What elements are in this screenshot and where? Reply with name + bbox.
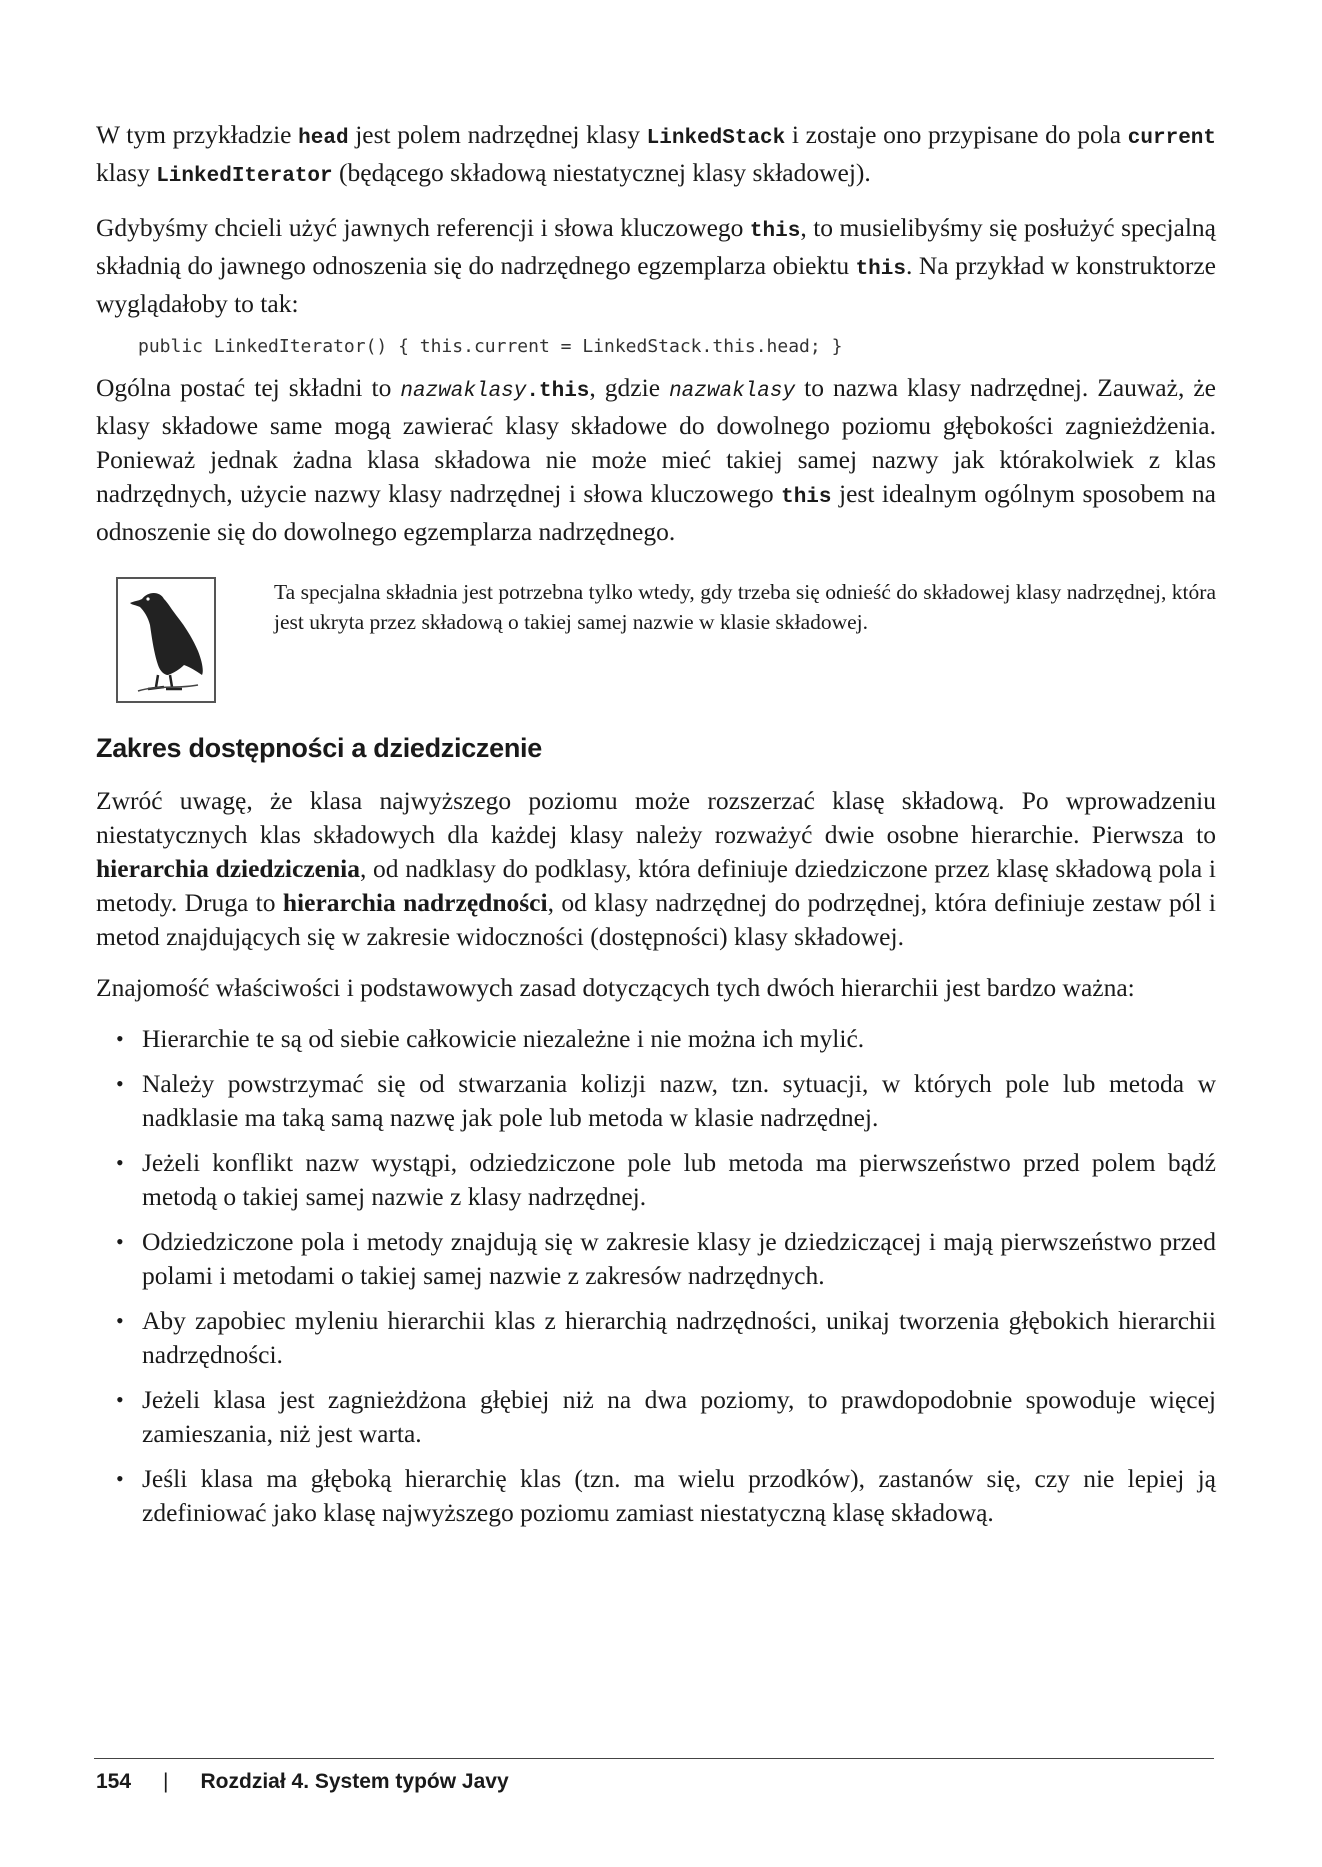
section-heading: Zakres dostępności a dziedziczenie	[96, 733, 542, 763]
paragraph-2	[96, 211, 1216, 321]
text: , od nadklasy do podklasy, która definiuje dziedziczone przez klasę składową pola i metody. Druga to	[96, 854, 1216, 917]
list-item: • Należy powstrzymać się od stwarzania kolizji nazw, tzn. sytuacji, w których pole lub metoda w nadklasie ma taką samą nazwę jak pole lub metoda w klasie nadrzędnej.	[96, 1067, 1216, 1135]
text: jest idealnym ogólnym sposobem na odnoszenie się do dowolnego egzemplarza nadrzędnego.	[96, 479, 1216, 546]
text: , gdzie	[589, 373, 670, 402]
inline-code: this	[749, 220, 801, 243]
text: , od klasy nadrzędnej do podrzędnej, która definiuje zestaw pól i metod znajdujących się w zakresie widoczności (dostępności) klasy składowej.	[96, 888, 1216, 951]
text: to nazwa klasy nadrzędnej. Zauważ, że klasy składowe same mogą zawierać klasy składowe do dowolnego poziomu głębokości zagnieżdżenia. Ponieważ jednak żadna klasa składowa nie może mieć takiej samej nazwy jak którakolwiek z klas nadrzędnych, użycie nazwy klasy nadrzędnej i słowa kluczowego	[96, 373, 1216, 508]
bold-term: hierarchia nadrzędności	[282, 888, 548, 917]
text: jest polem nadrzędnej klasy	[348, 120, 647, 149]
list-item: • Jeżeli klasa jest zagnieżdżona głębiej niż na dwa poziomy, to prawdopodobnie spowoduje więcej zamieszania, niż jest warta.	[96, 1383, 1216, 1451]
note-text: Ta specjalna składnia jest potrzebna tylko wtedy, gdy trzeba się odnieść do składowej klasy nadrzędnej, która jest ukryta przez składową o takiej samej nazwie w klasie składowej.	[274, 580, 1216, 634]
footer-divider	[94, 1758, 1214, 1759]
page-content	[96, 118, 1216, 1541]
page-footer	[96, 1770, 509, 1794]
inline-code: this	[855, 258, 906, 281]
text: Ogólna postać tej składni to	[96, 373, 401, 402]
note-box	[116, 577, 1216, 703]
inline-code: LinkedIterator	[156, 165, 333, 188]
text: . Na przykład w konstruktorze wyglądałoby to tak:	[96, 251, 1216, 318]
paragraph-3	[96, 371, 1216, 549]
list-item: • Jeśli klasa ma głęboką hierarchię klas (tzn. ma wielu przodków), zastanów się, czy nie lepiej ją zdefiniować jako klasę najwyższego poziomu zamiast niestatyczną klasę składową.	[96, 1462, 1216, 1530]
paragraph-5: Znajomość właściwości i podstawowych zasad dotyczących tych dwóch hierarchii jest bardzo ważna:	[96, 973, 1135, 1002]
text: Gdybyśmy chcieli użyć jawnych referencji i słowa kluczowego	[96, 213, 750, 242]
list-item: • Aby zapobiec myleniu hierarchii klas z hierarchią nadrzędności, unikaj tworzenia głębokich hierarchii nadrzędności.	[96, 1304, 1216, 1372]
bullet-list	[96, 1022, 1216, 1530]
inline-code: nazwaklasy	[400, 380, 527, 403]
text: i zostaje ono przypisane do pola	[785, 120, 1128, 149]
text: klasy	[96, 158, 157, 187]
inline-code: head	[298, 127, 349, 150]
text: , to musielibyśmy się posłużyć specjalną składnią do jawnego odnoszenia się do nadrzędnego egzemplarza obiektu	[96, 213, 1216, 280]
text: (będącego składową niestatycznej klasy składowej).	[332, 158, 871, 187]
paragraph-1	[96, 118, 1216, 194]
page-number: 154	[96, 1770, 132, 1793]
text: Zwróć uwagę, że klasa najwyższego poziomu może rozszerzać klasę składową. Po wprowadzeniu niestatycznych klas składowych dla każdej klasy należy rozważyć dwie osobne hierarchie. Pierwsza to	[96, 786, 1216, 849]
inline-code: current	[1127, 127, 1216, 150]
crow-icon	[116, 577, 216, 703]
footer-separator: |	[163, 1770, 169, 1793]
text: W tym przykładzie	[96, 120, 299, 149]
inline-code: this	[781, 486, 832, 509]
paragraph-4	[96, 784, 1216, 954]
list-item: • Odziedziczone pola i metody znajdują się w zakresie klasy je dziedziczącej i mają pierwszeństwo przed polami i metodami o takiej samej nazwie z zakresów nadrzędnych.	[96, 1225, 1216, 1293]
inline-code: LinkedStack	[646, 127, 786, 150]
list-item: • Hierarchie te są od siebie całkowicie niezależne i nie można ich mylić.	[96, 1022, 1216, 1056]
inline-code: .this	[526, 380, 590, 403]
code-example: public LinkedIterator() { this.current = LinkedStack.this.head; }	[138, 336, 843, 357]
chapter-title: Rozdział 4. System typów Javy	[200, 1770, 509, 1793]
list-item: • Jeżeli konflikt nazw wystąpi, odziedziczone pole lub metoda ma pierwszeństwo przed polem bądź metodą o takiej samej nazwie z klasy nadrzędnej.	[96, 1146, 1216, 1214]
inline-code: nazwaklasy	[669, 380, 796, 403]
bold-term: hierarchia dziedziczenia	[96, 854, 360, 883]
